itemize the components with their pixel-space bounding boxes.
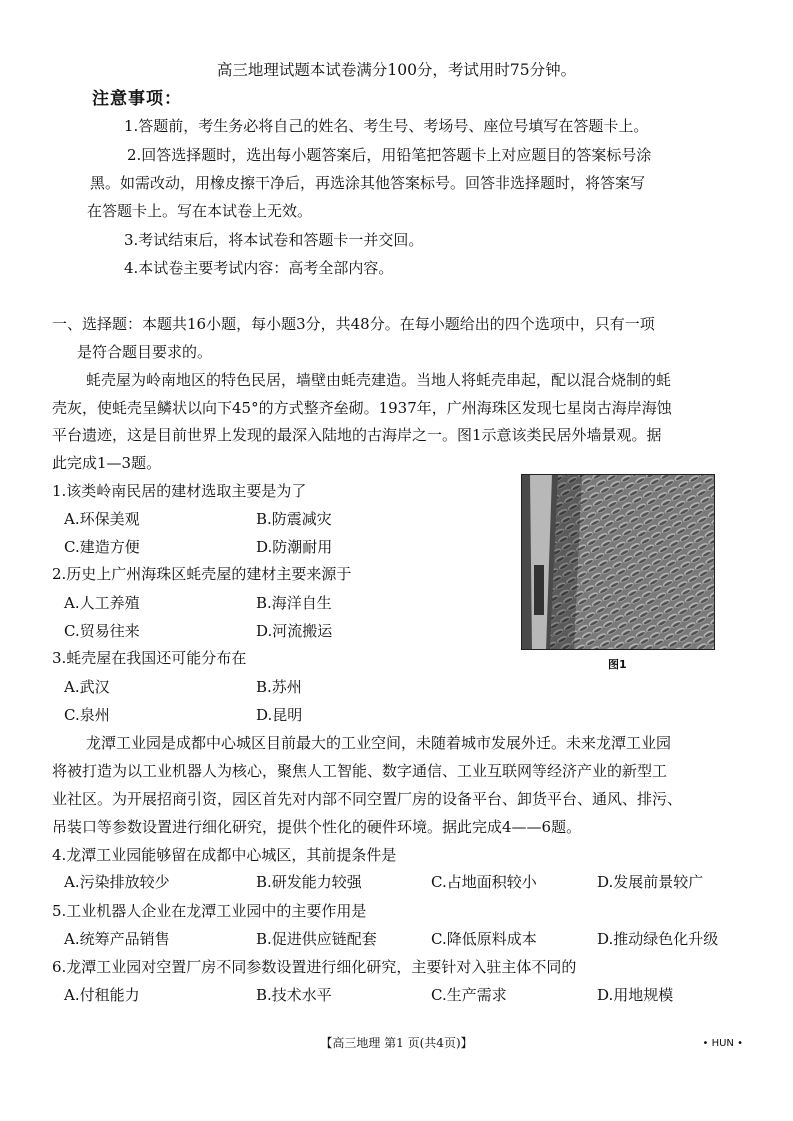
question-3-stem: 3.蚝壳屋在我国还可能分布在 (52, 649, 247, 667)
question-2-option-d: D.河流搬运 (256, 622, 333, 640)
question-3-option-a: A.武汉 (64, 678, 110, 696)
question-6-option-b: B.技术水平 (256, 986, 332, 1004)
question-1-option-a: A.环保美观 (64, 510, 140, 528)
notice-line-3: 3.考试结束后，将本试卷和答题卡一并交回。 (124, 231, 424, 249)
passage-1-line-4: 此完成1—3题。 (52, 454, 162, 472)
question-2-option-b: B.海洋自生 (256, 594, 332, 612)
passage-1-line-2: 壳灰，使蚝壳呈鳞状以向下45°的方式整齐垒砌。1937年，广州海珠区发现七星岗古海岸海蚀 (52, 399, 672, 417)
page-footer: 【高三地理 第1 页(共4页)】 (320, 1036, 473, 1050)
question-3-option-c: C.泉州 (64, 706, 110, 724)
figure-1-oyster-wall-photo (521, 474, 715, 650)
passage-1-line-3: 平台遗迹，这是目前世界上发现的最深入陆地的古海岸之一。图1示意该类民居外墙景观。据 (52, 426, 662, 444)
notice-heading: 注意事项： (92, 89, 182, 109)
notice-line-2c: 在答题卡上。写在本试卷上无效。 (87, 202, 313, 220)
passage-2-line-3: 业社区。为开展招商引资，园区首先对内部不同空置厂房的设备平台、卸货平台、通风、排污、 (52, 790, 683, 808)
question-6-option-d: D.用地规模 (597, 986, 674, 1004)
question-5-option-b: B.促进供应链配套 (256, 930, 377, 948)
question-2-option-a: A.人工养殖 (64, 594, 140, 612)
notice-line-1: 1.答题前，考生务必将自己的姓名、考生号、考场号、座位号填写在答题卡上。 (124, 117, 649, 135)
question-2-stem: 2.历史上广州海珠区蚝壳屋的建材主要来源于 (52, 565, 352, 583)
question-4-option-a: A.污染排放较少 (64, 873, 170, 891)
notice-line-4: 4.本试卷主要考试内容：高考全部内容。 (124, 259, 394, 277)
passage-1-line-1: 蚝壳屋为岭南地区的特色民居，墙壁由蚝壳建造。当地人将蚝壳串起，配以混合烧制的蚝 (86, 371, 672, 389)
question-5-option-a: A.统筹产品销售 (64, 930, 170, 948)
question-2-option-c: C.贸易往来 (64, 622, 140, 640)
question-4-option-b: B.研发能力较强 (256, 873, 362, 891)
page-title: 高三地理试题本试卷满分100分，考试用时75分钟。 (216, 61, 577, 79)
question-5-option-c: C.降低原料成本 (431, 930, 537, 948)
section-heading-cont: 是符合题目要求的。 (77, 343, 213, 361)
oyster-wall-image (522, 475, 715, 650)
question-5-option-d: D.推动绿色化升级 (597, 930, 719, 948)
question-4-option-d: D.发展前景较广 (597, 873, 704, 891)
exam-code: • HUN • (702, 1038, 743, 1049)
question-5-stem: 5.工业机器人企业在龙潭工业园中的主要作用是 (52, 902, 367, 920)
question-6-option-a: A.付租能力 (64, 986, 140, 1004)
passage-2-line-4: 吊装口等参数设置进行细化研究，提供个性化的硬件环境。据此完成4——6题。 (52, 818, 582, 836)
question-4-stem: 4.龙潭工业园能够留在成都中心城区，其前提条件是 (52, 846, 397, 864)
question-1-option-b: B.防震减灾 (256, 510, 332, 528)
question-1-option-d: D.防潮耐用 (256, 538, 333, 556)
notice-line-2a: 2.回答选择题时，选出每小题答案后，用铅笔把答题卡上对应题目的答案标号涂 (127, 146, 652, 164)
passage-2-line-2: 将被打造为以工业机器人为核心，聚焦人工智能、数字通信、工业互联网等经济产业的新型工 (52, 762, 668, 780)
question-1-stem: 1.该类岭南民居的建材选取主要是为了 (52, 482, 307, 500)
figure-1-caption: 图1 (608, 658, 627, 671)
section-heading: 一、选择题：本题共16小题，每小题3分，共48分。在每小题给出的四个选项中，只有一项 (52, 315, 655, 333)
question-6-option-c: C.生产需求 (431, 986, 507, 1004)
question-6-stem: 6.龙潭工业园对空置厂房不同参数设置进行细化研究，主要针对入驻主体不同的 (52, 958, 577, 976)
passage-2-line-1: 龙潭工业园是成都中心城区目前最大的工业空间，未随着城市发展外迁。未来龙潭工业园 (86, 734, 672, 752)
notice-line-2b: 黑。如需改动，用橡皮擦干净后，再选涂其他答案标号。回答非选择题时，将答案写 (90, 174, 646, 192)
question-1-option-c: C.建造方便 (64, 538, 140, 556)
question-3-option-d: D.昆明 (256, 706, 303, 724)
question-3-option-b: B.苏州 (256, 678, 302, 696)
question-4-option-c: C.占地面积较小 (431, 873, 537, 891)
